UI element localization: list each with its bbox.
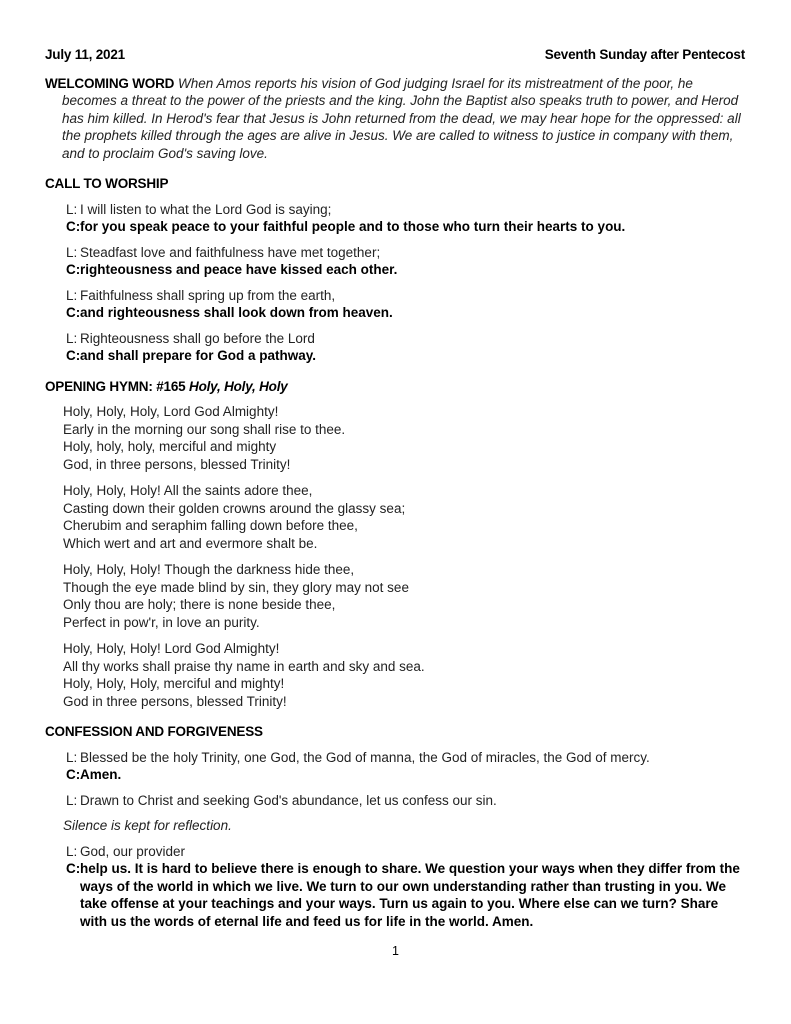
congregation-line <box>45 304 745 322</box>
versicle-pair <box>45 287 745 322</box>
versicle-pair <box>45 330 745 365</box>
congregation-label: C: <box>66 219 81 234</box>
leader-text: God, our provider <box>80 843 186 859</box>
congregation-text: for you speak peace to your faithful people and to those who turn their hearts to you. <box>80 219 626 234</box>
congregation-text: help us. It is hard to believe there is enough to share. We question your ways when they differ from the ways of the world in which we live. We turn to our own understanding rather than trusting in you. We take offense at your teachings and your ways. Turn us again to you. Where else can we turn? Share with us the words of eternal life and feed us for life in the world. Amen. <box>80 861 740 929</box>
congregation-label: C: <box>66 305 81 320</box>
hymn-line: Holy, Holy, Holy, merciful and mighty! <box>63 676 285 691</box>
hymn-line: Early in the morning our song shall rise to thee. <box>63 421 346 437</box>
leader-line <box>45 792 745 810</box>
leader-label: L: <box>66 201 78 217</box>
leader-label: L: <box>66 843 78 859</box>
hymn-verse-2 <box>45 482 745 552</box>
congregation-label: C: <box>66 262 81 277</box>
header-date: July 11, 2021 <box>45 47 125 62</box>
welcoming-word-text: When Amos reports his vision of God judging Israel for its mistreatment of the poor, he becomes a threat to the power of the priests and the king. John the Baptist also speaks truth to power, and Herod has him killed. In Herod's fear that Jesus is John returned from the dead, we may hear hope for the oppressed: all the prophets killed through the ages are alive in Jesus. We are called to witness to justice in company with them, and to proclaim God's saving love. <box>62 75 741 161</box>
hymn-title: Holy, Holy, Holy <box>189 378 288 394</box>
congregation-label: C: <box>66 348 81 363</box>
welcoming-word-heading: WELCOMING WORD <box>45 75 175 91</box>
leader-label: L: <box>66 330 78 346</box>
congregation-label: C: <box>66 861 81 876</box>
hymn-line: Only thou are holy; there is none beside thee, <box>63 597 336 612</box>
versicle-pair <box>45 843 745 931</box>
leader-label: L: <box>66 287 78 303</box>
congregation-text: Amen. <box>80 767 122 782</box>
congregation-line <box>45 261 745 279</box>
leader-label: L: <box>66 792 78 808</box>
leader-text: Blessed be the holy Trinity, one God, the God of manna, the God of miracles, the God of mercy. <box>80 749 650 765</box>
hymn-line: Holy, holy, holy, merciful and mighty <box>63 439 277 454</box>
congregation-line <box>45 218 745 236</box>
leader-line <box>45 749 745 767</box>
congregation-label: C: <box>66 767 81 782</box>
leader-line <box>45 244 745 262</box>
congregation-line <box>45 347 745 365</box>
hymn-line: All thy works shall praise thy name in earth and sky and sea. <box>63 658 425 674</box>
hymn-line: Holy, Holy, Holy! Though the darkness hide thee, <box>63 562 355 577</box>
confession-invitation <box>45 792 745 810</box>
leader-label: L: <box>66 244 78 260</box>
page-number: 1 <box>392 943 399 958</box>
leader-line <box>45 330 745 348</box>
leader-text: Steadfast love and faithfulness have met together; <box>80 244 381 260</box>
hymn-line: Perfect in pow'r, in love an purity. <box>63 614 260 630</box>
page-title: Seventh Sunday after Pentecost <box>544 47 745 62</box>
hymn-line: Holy, Holy, Holy, Lord God Almighty! <box>63 404 279 419</box>
leader-line <box>45 201 745 219</box>
hymn-line: Cherubim and seraphim falling down before thee, <box>63 518 358 533</box>
hymn-verse-3 <box>45 561 745 631</box>
congregation-text: and shall prepare for God a pathway. <box>80 348 317 363</box>
hymn-line: Holy, Holy, Holy! Lord God Almighty! <box>63 641 280 656</box>
section-heading-confession: CONFESSION AND FORGIVENESS <box>45 724 263 739</box>
hymn-line: God, in three persons, blessed Trinity! <box>63 456 291 472</box>
leader-text: Righteousness shall go before the Lord <box>80 330 315 346</box>
opening-hymn-label: OPENING HYMN: <box>45 378 153 394</box>
section-heading-opening-hymn <box>45 378 745 396</box>
silence-rubric: Silence is kept for reflection. <box>63 818 232 833</box>
congregation-line <box>45 766 745 784</box>
hymn-line: Which wert and art and evermore shalt be. <box>63 535 318 551</box>
hymn-verse-4 <box>45 640 745 710</box>
leader-text: Drawn to Christ and seeking God's abundance, let us confess our sin. <box>80 792 497 808</box>
versicle-pair <box>45 201 745 236</box>
section-heading-call-to-worship: CALL TO WORSHIP <box>45 176 169 191</box>
congregation-line <box>45 860 745 930</box>
congregation-text: righteousness and peace have kissed each other. <box>80 262 398 277</box>
hymn-line: Holy, Holy, Holy! All the saints adore thee, <box>63 483 313 498</box>
hymn-line: Casting down their golden crowns around the glassy sea; <box>63 500 406 516</box>
leader-label: L: <box>66 749 78 765</box>
leader-text: Faithfulness shall spring up from the earth, <box>80 287 336 303</box>
hymn-line: Though the eye made blind by sin, they glory may not see <box>63 579 409 595</box>
congregation-text: and righteousness shall look down from heaven. <box>80 305 393 320</box>
leader-line <box>45 287 745 305</box>
welcoming-word-paragraph <box>45 75 745 163</box>
versicle-pair <box>45 244 745 279</box>
versicle-pair <box>45 749 745 784</box>
hymn-number: #165 <box>156 378 186 394</box>
leader-line <box>45 843 745 861</box>
hymn-line: God in three persons, blessed Trinity! <box>63 693 287 709</box>
page-header <box>45 46 745 64</box>
leader-text: I will listen to what the Lord God is saying; <box>80 201 332 217</box>
hymn-verse-1 <box>45 403 745 473</box>
